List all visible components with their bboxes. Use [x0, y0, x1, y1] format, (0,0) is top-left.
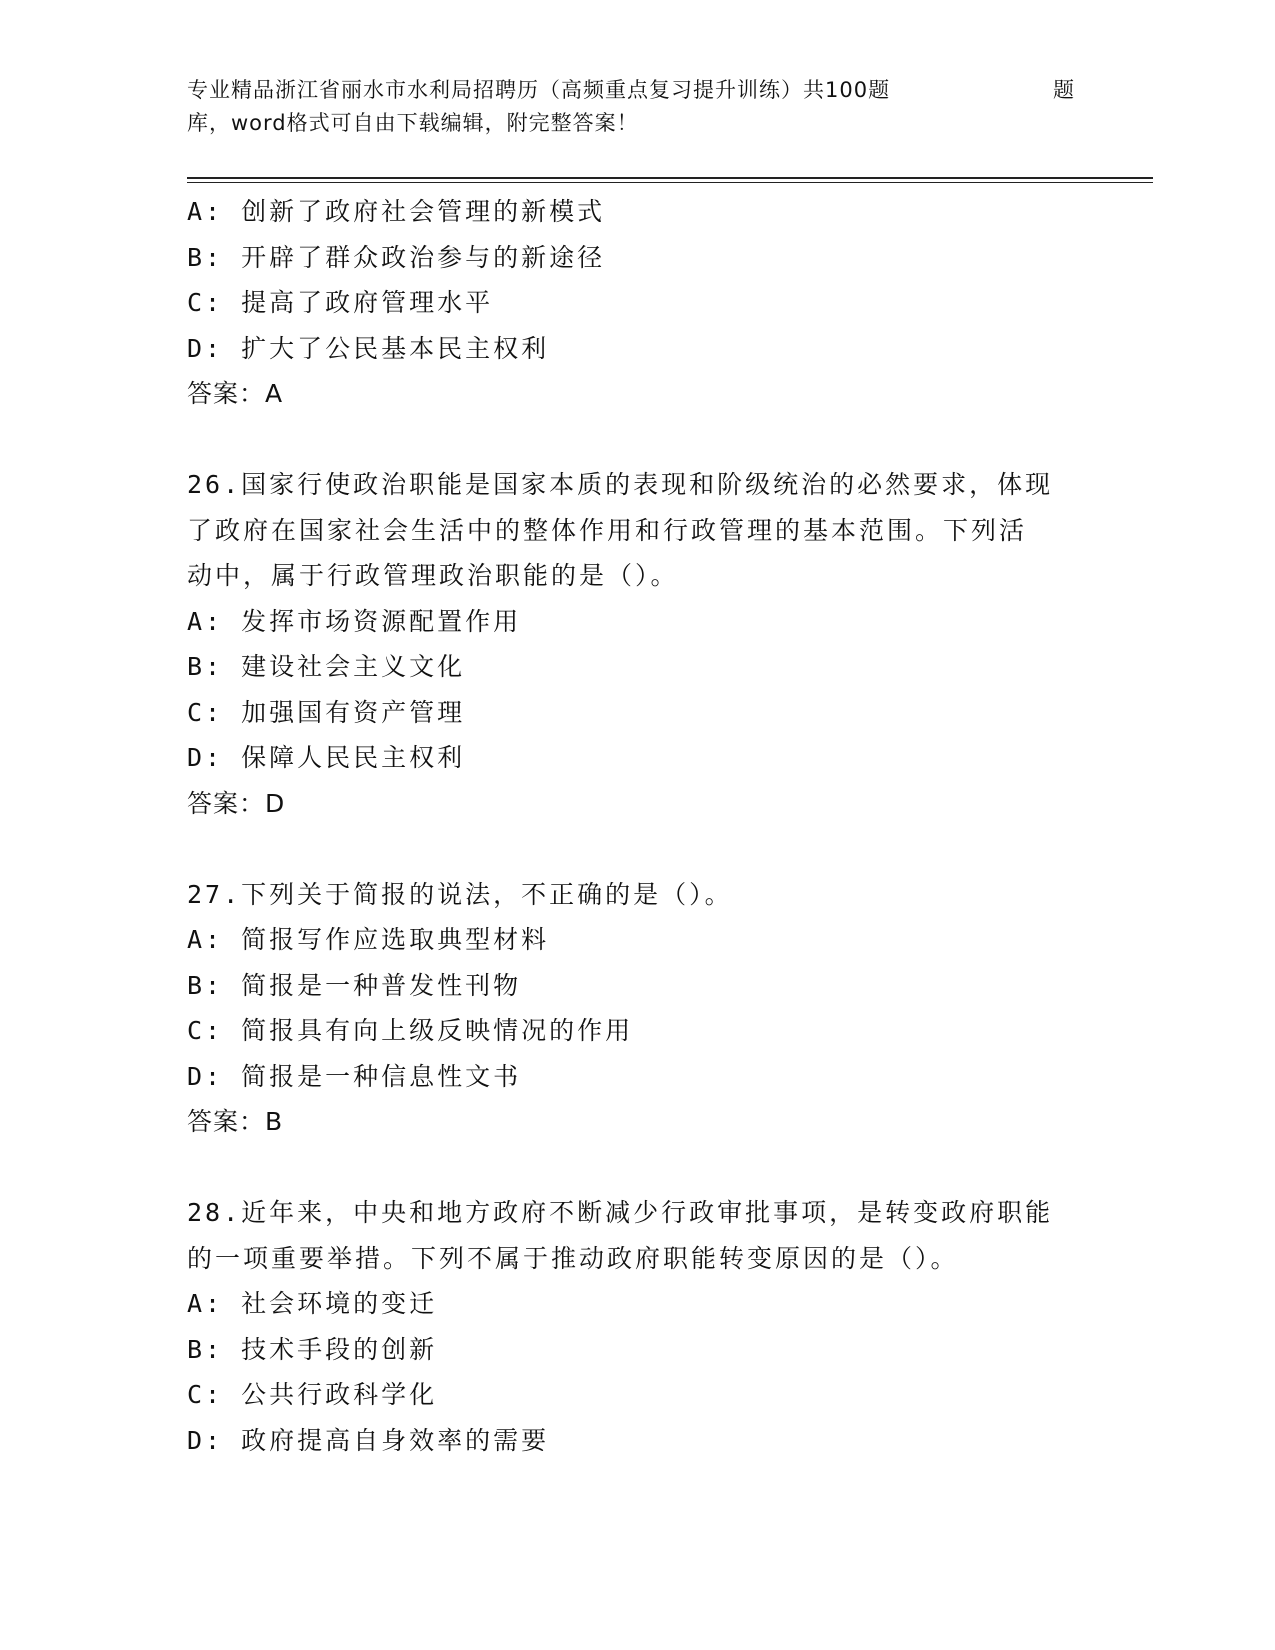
- option-a: A: 创新了政府社会管理的新模式: [187, 197, 606, 226]
- option-d: D: 扩大了公民基本民主权利: [187, 333, 550, 363]
- option-b: B: 建设社会主义文化: [187, 652, 466, 681]
- question-stem-line: 了政府在国家社会生活中的整体作用和行政管理的基本范围。下列活: [187, 515, 1028, 545]
- header-divider-thick: [187, 177, 1153, 179]
- option-b: B: 技术手段的创新: [187, 1334, 438, 1364]
- header-title-line-1: 专业精品浙江省丽水市水利局招聘历（高频重点复习提升训练）共100题: [187, 78, 891, 102]
- question-stem-line: 27.下列关于简报的说法，不正确的是（）。: [187, 879, 733, 909]
- spacer: [187, 417, 1087, 463]
- spacer: [187, 826, 1087, 872]
- option-c: C: 公共行政科学化: [187, 1380, 438, 1409]
- header-title-line-2: 库，word格式可自由下载编辑，附完整答案！: [187, 111, 639, 135]
- option-c: C: 加强国有资产管理: [187, 697, 466, 727]
- option-d: D: 保障人民民主权利: [187, 743, 466, 772]
- spacer: [187, 1145, 1087, 1191]
- document-header: [187, 74, 1087, 140]
- option-a: A: 社会环境的变迁: [187, 1289, 438, 1318]
- question-stem-line: 26.国家行使政治职能是国家本质的表现和阶级统治的必然要求，体现: [187, 470, 1054, 499]
- question-26: [187, 462, 1087, 826]
- option-c: C: 提高了政府管理水平: [187, 288, 494, 317]
- question-list: [187, 189, 1087, 1463]
- option-d: D: 简报是一种信息性文书: [187, 1061, 522, 1091]
- answer-line: 答案：B: [187, 1107, 284, 1136]
- header-title-trailing-char: 题: [1053, 78, 1074, 102]
- question-stem-line: 28.近年来，中央和地方政府不断减少行政审批事项，是转变政府职能: [187, 1198, 1054, 1227]
- answer-line: 答案：A: [187, 379, 284, 408]
- option-a: A: 发挥市场资源配置作用: [187, 606, 522, 636]
- option-b: B: 开辟了群众政治参与的新途径: [187, 242, 606, 272]
- question-28: [187, 1190, 1087, 1463]
- option-a: A: 简报写作应选取典型材料: [187, 925, 550, 954]
- question-stem-line: 的一项重要举措。下列不属于推动政府职能转变原因的是（）。: [187, 1243, 959, 1273]
- question-continued: [187, 189, 1087, 417]
- header-divider-thin: [187, 182, 1153, 183]
- option-c: C: 简报具有向上级反映情况的作用: [187, 1016, 634, 1045]
- question-stem-line: 动中，属于行政管理政治职能的是（）。: [187, 561, 679, 590]
- option-d: D: 政府提高自身效率的需要: [187, 1425, 550, 1455]
- option-b: B: 简报是一种普发性刊物: [187, 970, 522, 1000]
- question-27: [187, 872, 1087, 1145]
- answer-line: 答案：D: [187, 788, 286, 818]
